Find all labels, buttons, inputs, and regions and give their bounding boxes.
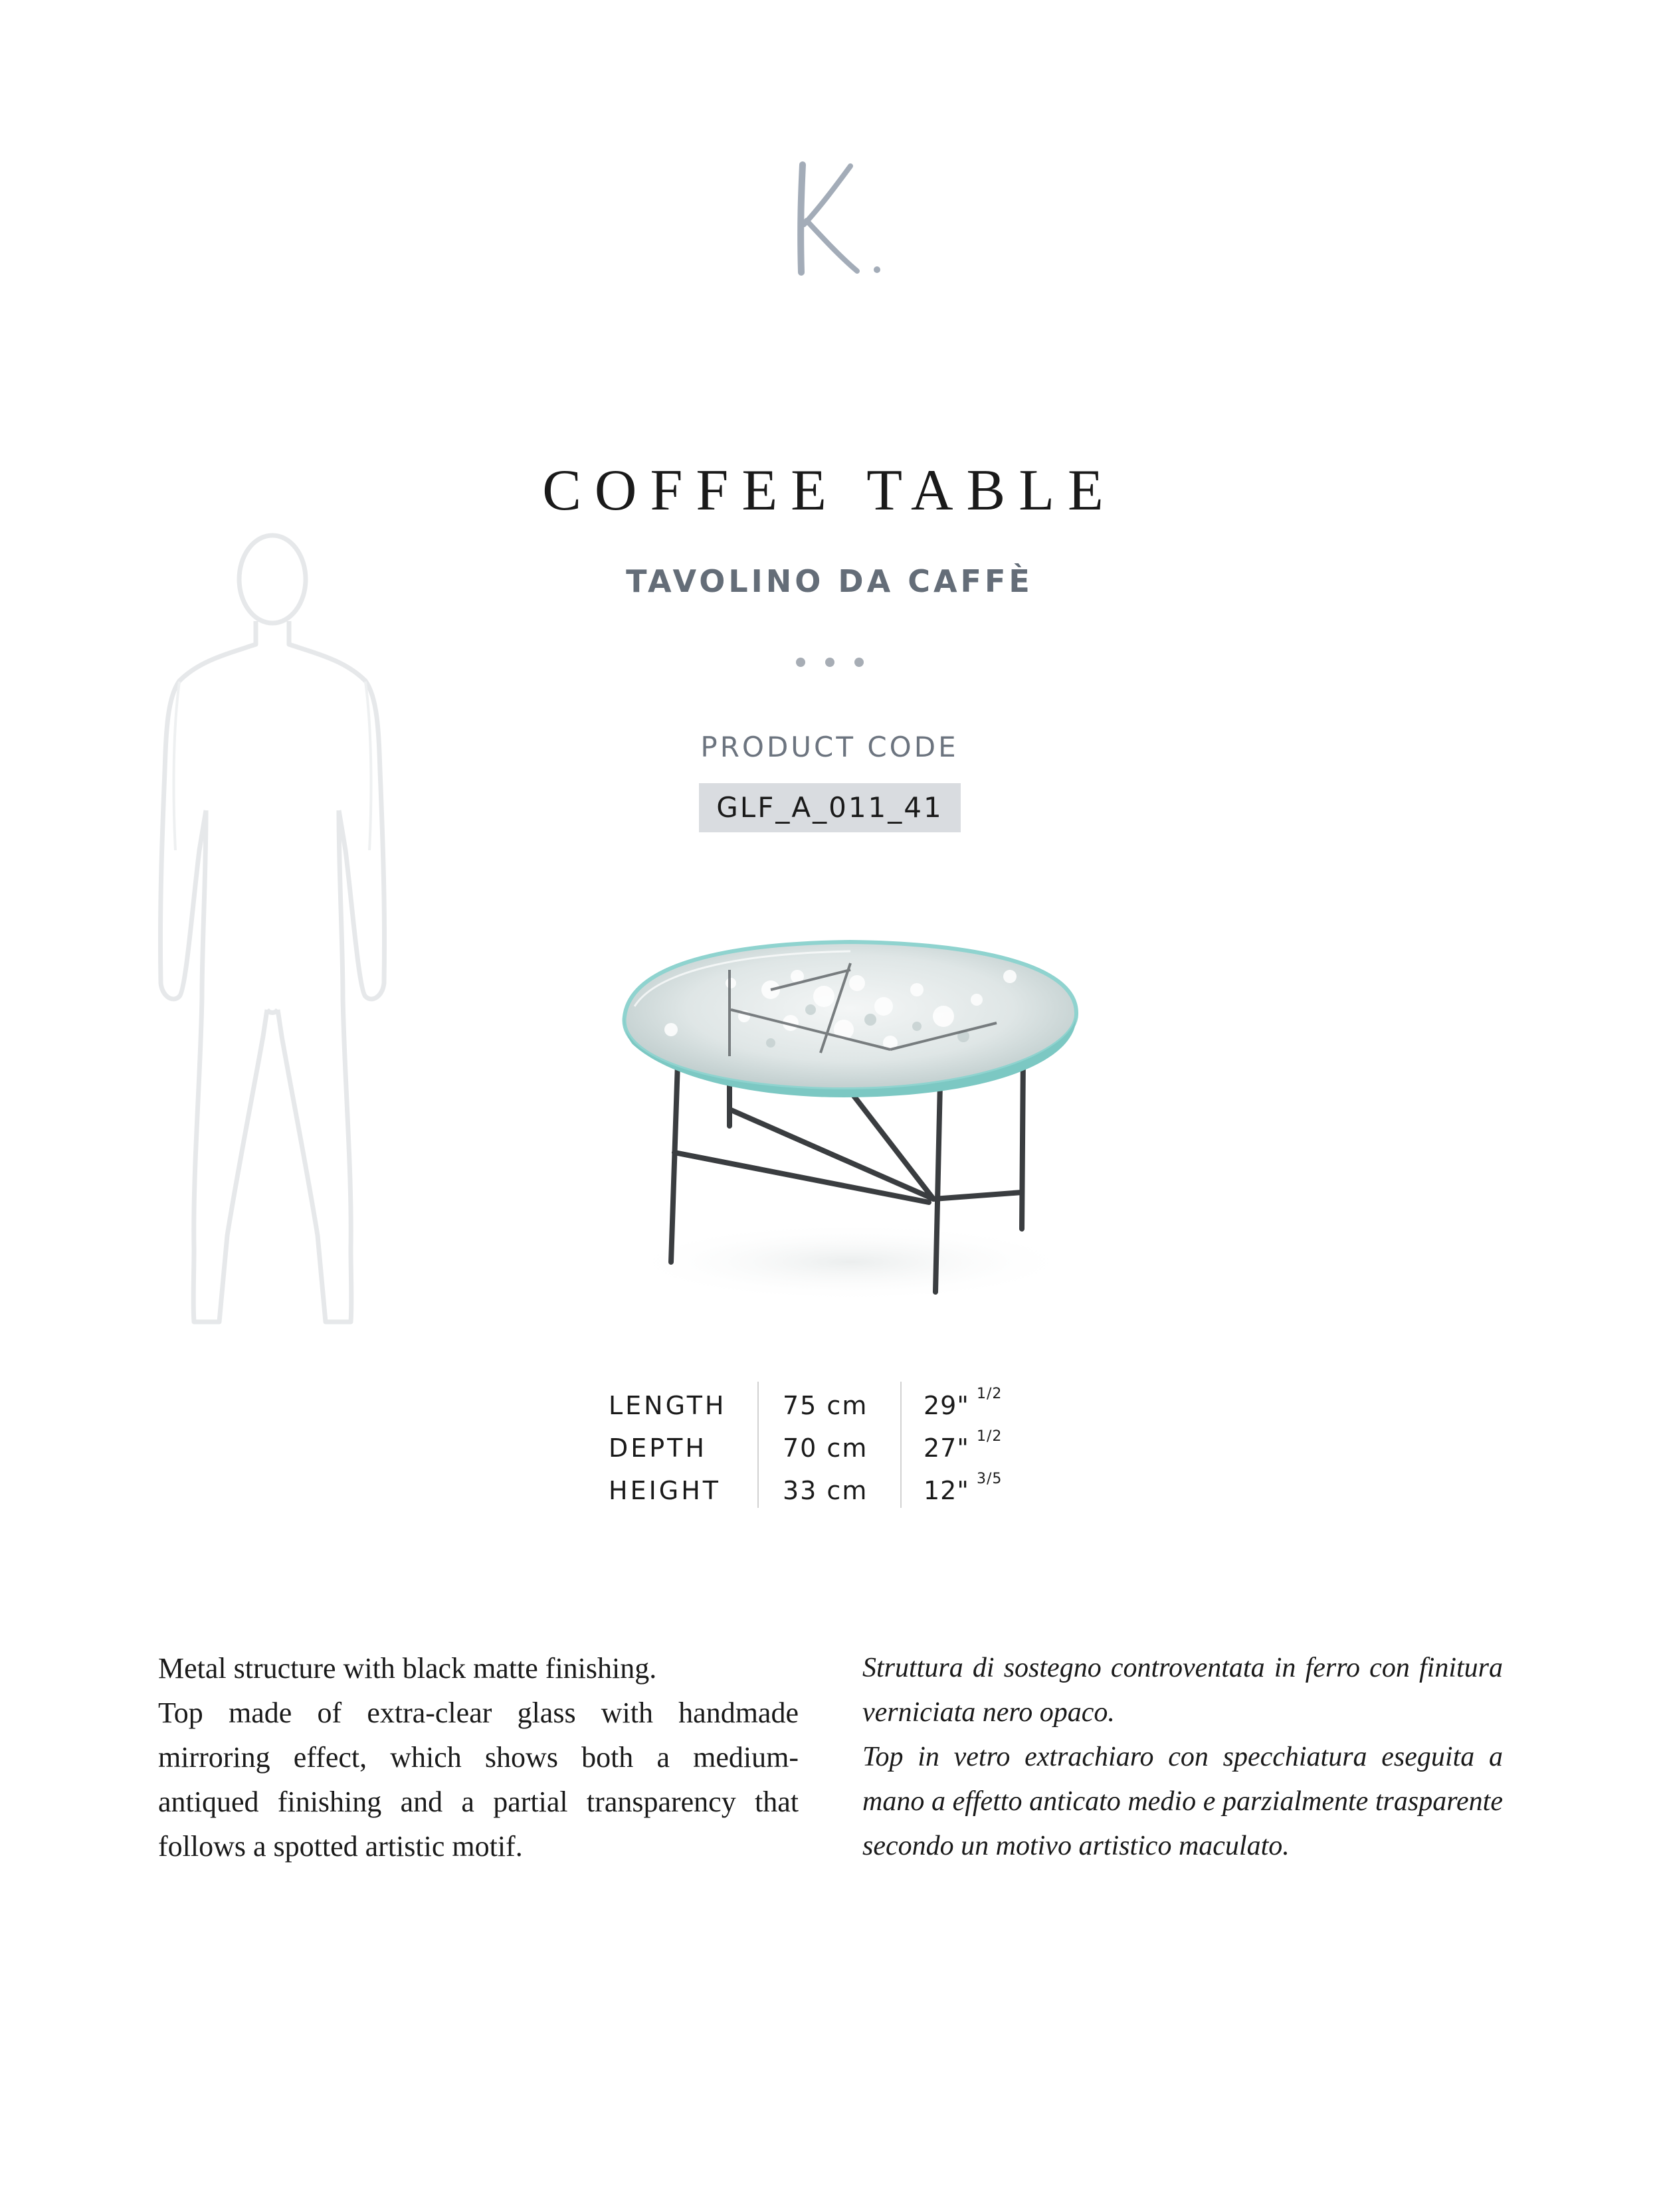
description-paragraph: Metal structure with black matte finishing.	[158, 1652, 657, 1685]
divider-dots	[792, 658, 872, 671]
dimension-cm: 33 cm	[783, 1476, 868, 1505]
dimension-inch: 29"	[924, 1391, 969, 1420]
human-silhouette-icon	[153, 531, 392, 1335]
dimensions-table	[598, 1382, 1023, 1515]
description-paragraph: Top in vetro extrachiaro con specchiatura eseguita a mano a effetto anticato medio e parzialmente trasparente secondo un motivo artistico maculato.	[862, 1742, 1503, 1861]
dimension-row-length	[598, 1386, 1023, 1433]
page-title: COFFEE TABLE	[542, 458, 1117, 523]
description-paragraph: Struttura di sostegno controventata in ferro con finitura verniciata nero opaco.	[862, 1653, 1503, 1728]
dimension-label: HEIGHT	[609, 1476, 722, 1505]
description-paragraph: Top made of extra-clear glass with handmade mirroring effect, which shows both a medium-antiqued finishing and a partial transparency that follows a spotted artistic motif.	[158, 1697, 799, 1863]
dimension-label: LENGTH	[609, 1391, 727, 1420]
dimension-row-depth	[598, 1428, 1023, 1476]
coffee-table-image	[571, 890, 1129, 1315]
dimension-label: DEPTH	[609, 1433, 707, 1463]
brand-logo	[776, 146, 909, 292]
dimension-row-height	[598, 1471, 1023, 1519]
dimension-inch: 12"	[924, 1476, 969, 1505]
product-code-label: PRODUCT CODE	[700, 731, 959, 763]
page-subtitle: TAVOLINO DA CAFFÈ	[626, 563, 1033, 599]
dimension-cm: 75 cm	[783, 1391, 868, 1420]
dimension-fraction: 1/2	[977, 1428, 1003, 1445]
description-english	[158, 1646, 799, 1869]
dimension-fraction: 1/2	[977, 1386, 1003, 1402]
dimension-inch: 27"	[924, 1433, 969, 1463]
description-italian	[862, 1646, 1503, 1869]
product-code-badge: GLF_A_011_41	[699, 783, 961, 832]
dimension-fraction: 3/5	[977, 1471, 1003, 1487]
dimension-cm: 70 cm	[783, 1433, 868, 1463]
